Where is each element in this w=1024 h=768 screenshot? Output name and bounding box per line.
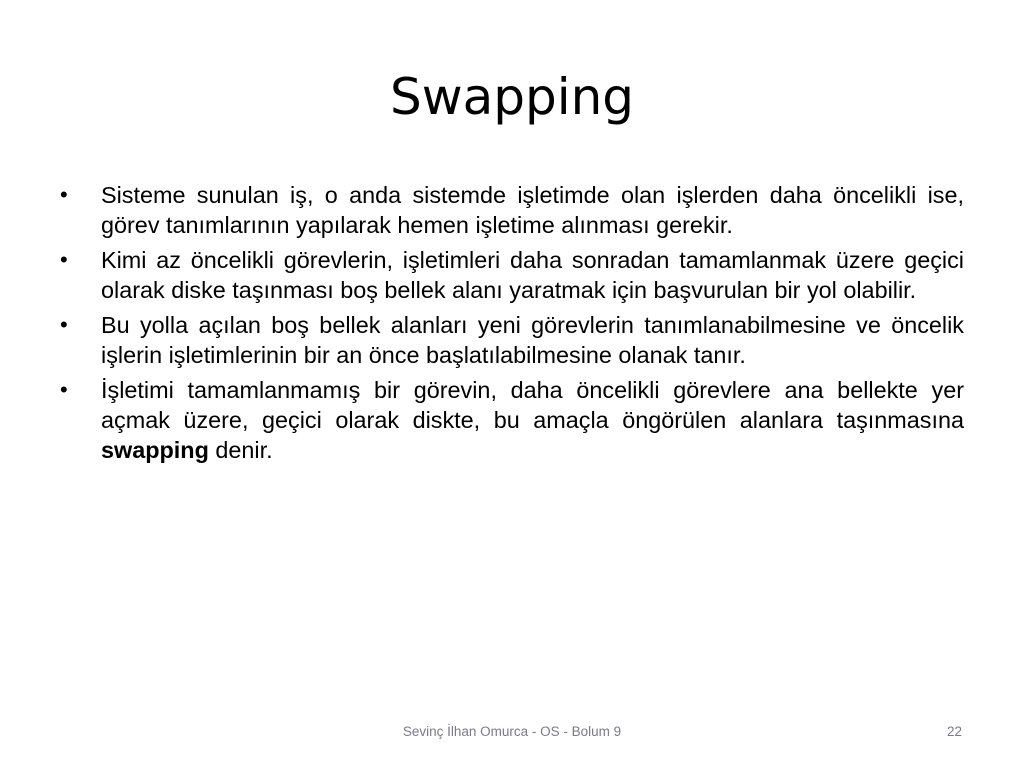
bullet-icon: • [60, 247, 68, 272]
bullet-text: Sisteme sunulan iş, o anda sistemde işletimde olan işlerden daha öncelikli ise, görev tanımlarının yapılarak hemen işletime alınması gerekir. [101, 182, 964, 238]
slide-title: Swapping [389, 68, 635, 126]
bold-term: swapping [101, 437, 209, 463]
bullet-item [58, 310, 964, 370]
bullet-list [58, 180, 964, 470]
bullet-text-part: denir. [208, 437, 273, 463]
bullet-icon: • [60, 312, 68, 337]
bullet-text [101, 377, 964, 463]
bullet-item [58, 180, 964, 240]
bullet-text: Bu yolla açılan boş bellek alanları yeni görevlerin tanımlanabilmesine ve öncelik işlerin işletimlerinin bir an önce başlatılabilmesine olanak tanır. [101, 312, 964, 368]
bullet-icon: • [60, 377, 68, 402]
bullet-item [58, 375, 964, 465]
bullet-text-part: İşletimi tamamlanmamış bir görevin, daha öncelikli görevlere ana bellekte yer açmak üzere, geçici olarak diskte, bu amaçla öngörülen alanlara taşınmasına [101, 377, 964, 433]
page-number: 22 [946, 724, 962, 739]
bullet-item [58, 245, 964, 305]
slide-footer: Sevinç İlhan Omurca - OS - Bolum 9 [402, 724, 622, 739]
bullet-text: Kimi az öncelikli görevlerin, işletimleri daha sonradan tamamlanmak üzere geçici olarak diske taşınması boş bellek alanı yaratmak için başvurulan bir yol olabilir. [101, 247, 964, 303]
bullet-icon: • [60, 182, 68, 207]
